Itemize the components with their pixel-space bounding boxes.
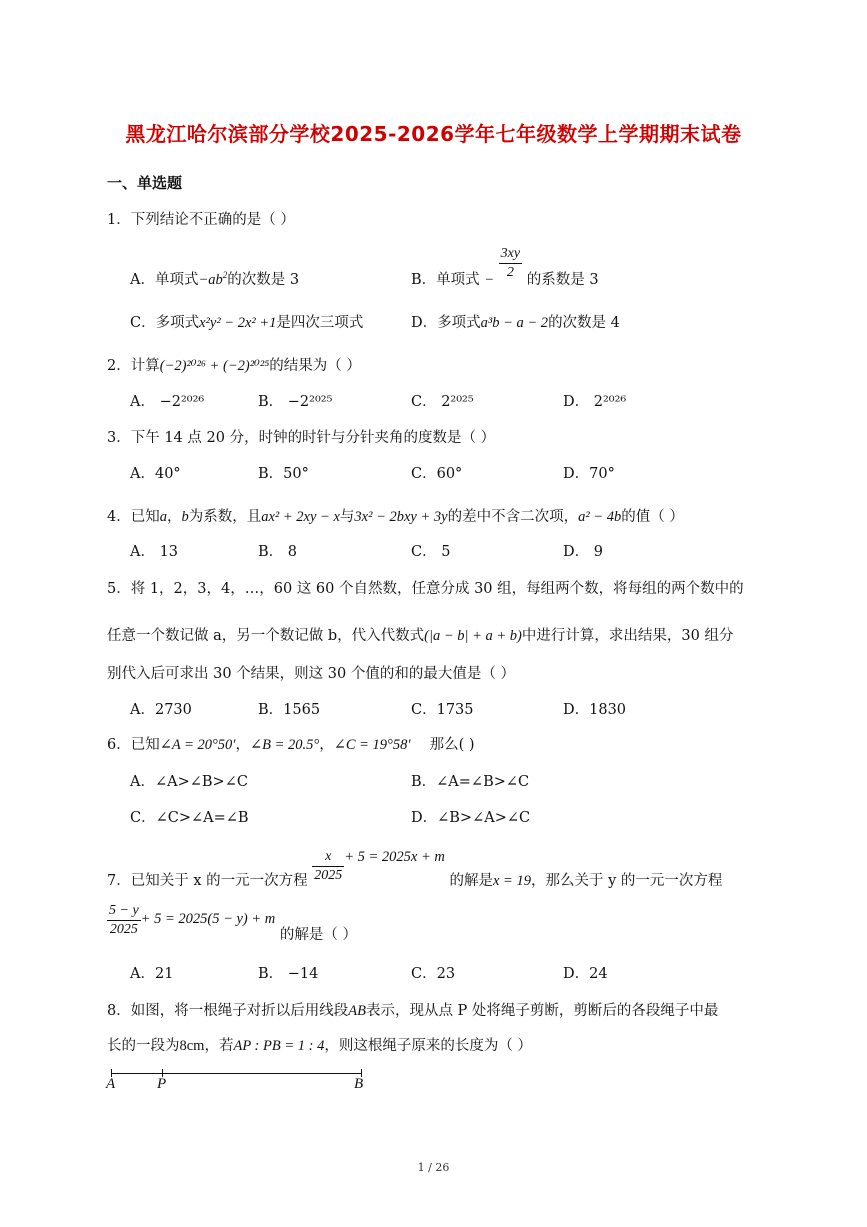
q2-option-a: A． −2²⁰²⁶ [130,394,205,410]
q3-option-d: D．70° [563,466,615,482]
q4-option-b: B． 8 [258,544,297,560]
q7-option-b: B． −14 [258,966,319,982]
q6-option-c: C．∠C>∠A=∠B [130,810,249,826]
q1-option-b: B．单项式 − $\frac{3xy}{2}$ 的系数是 3 [411,246,599,288]
question-5-line-1: 5．将 1，2，3，4，…，60 这 60 个自然数，任意分成 30 组，每组两个数，将每组的两个数中的 [107,581,744,597]
question-5-line-3: 别代入后可求出 30 个结果，则这 30 个值的和的最大值是（ ） [107,666,515,682]
question-7-line-1: 7．已知关于 x 的一元一次方程 $\frac{x}{2025}$ + 5 = 2025x + m 的解是x = 19，那么关于 y 的一元一次方程 [107,848,723,889]
q2-option-c: C． 2²⁰²⁵ [411,394,474,410]
question-8-line-1: 8．如图，将一根绳子对折以后用线段AB表示，现从点 P 处将绳子剪断，剪断后的各段绳子中最 [107,1003,719,1019]
q5-option-b: B．1565 [258,702,321,718]
page-title: 黑龙江哈尔滨部分学校2025-2026学年七年级数学上学期期末试卷 [125,122,742,146]
q4-option-d: D． 9 [563,544,603,560]
q1-option-d: D．多项式a³b − a − 2的次数是 4 [411,315,620,331]
q2-option-b: B． −2²⁰²⁵ [258,394,333,410]
q3-option-a: A．40° [130,466,181,482]
point-a-label: A [106,1076,116,1092]
question-7-line-2: $\frac{5 - y}{2025}$ + 5 = 2025(5 − y) + m 的解是（ ） [109,903,357,943]
q7-fraction-1: $\frac{x}{2025}$ [314,849,343,883]
q7-option-a: A．21 [130,966,174,982]
q7-option-c: C．23 [411,966,456,982]
q1-option-c: C．多项式x²y² − 2x² +1是四次三项式 [130,315,364,331]
point-b-label: B [354,1076,364,1092]
q1-option-a: A．单项式$-ab^2$的次数是 3 [130,270,300,288]
question-6-stem: 6．已知∠A = 20°50′，∠B = 20.5°，∠C = 19°58′ 那么( ) [107,737,475,753]
page-number: 1 / 26 [417,1161,450,1174]
q3-option-b: B．50° [258,466,309,482]
question-1-stem: 1．下列结论不正确的是（ ） [107,212,295,228]
q4-option-a: A． 13 [130,544,179,560]
q2-option-d: D． 2²⁰²⁶ [563,394,627,410]
section-heading: 一、单选题 [107,174,183,192]
q6-option-b: B．∠A=∠B>∠C [411,774,530,790]
q7-fraction-2: $\frac{5 - y}{2025}$ [109,903,139,937]
q7-option-d: D．24 [563,966,608,982]
q5-option-a: A．2730 [130,702,192,718]
point-p-label: P [157,1076,167,1092]
q5-option-c: C．1735 [411,702,474,718]
question-4-stem: 4．已知a，b为系数，且ax² + 2xy − x与3x² − 2bxy + 3y的差中不含二次项，a² − 4b的值（ ） [107,509,684,525]
q6-option-d: D．∠B>∠A>∠C [411,810,531,826]
question-3-stem: 3．下午 14 点 20 分，时钟的时针与分针夹角的度数是（ ） [107,430,496,446]
q6-option-a: A．∠A>∠B>∠C [130,774,248,790]
question-2-stem: 2．计算(−2)²⁰²⁶ + (−2)²⁰²⁵的结果为（ ） [107,358,361,374]
question-5-line-2: 任意一个数记做 a，另一个数记做 b，代入代数式(|a − b| + a + b)中进行计算，求出结果，30 组分 [107,628,734,644]
q3-option-c: C．60° [411,466,463,482]
question-8-line-2: 长的一段为8cm，若AP : PB = 1 : 4，则这根绳子原来的长度为（ ） [107,1038,532,1054]
q1-b-fraction: $\frac{3xy}{2}$ [500,246,521,280]
q5-option-d: D．1830 [563,702,627,718]
q4-option-c: C． 5 [411,544,451,560]
segment-ab-line [111,1073,361,1074]
